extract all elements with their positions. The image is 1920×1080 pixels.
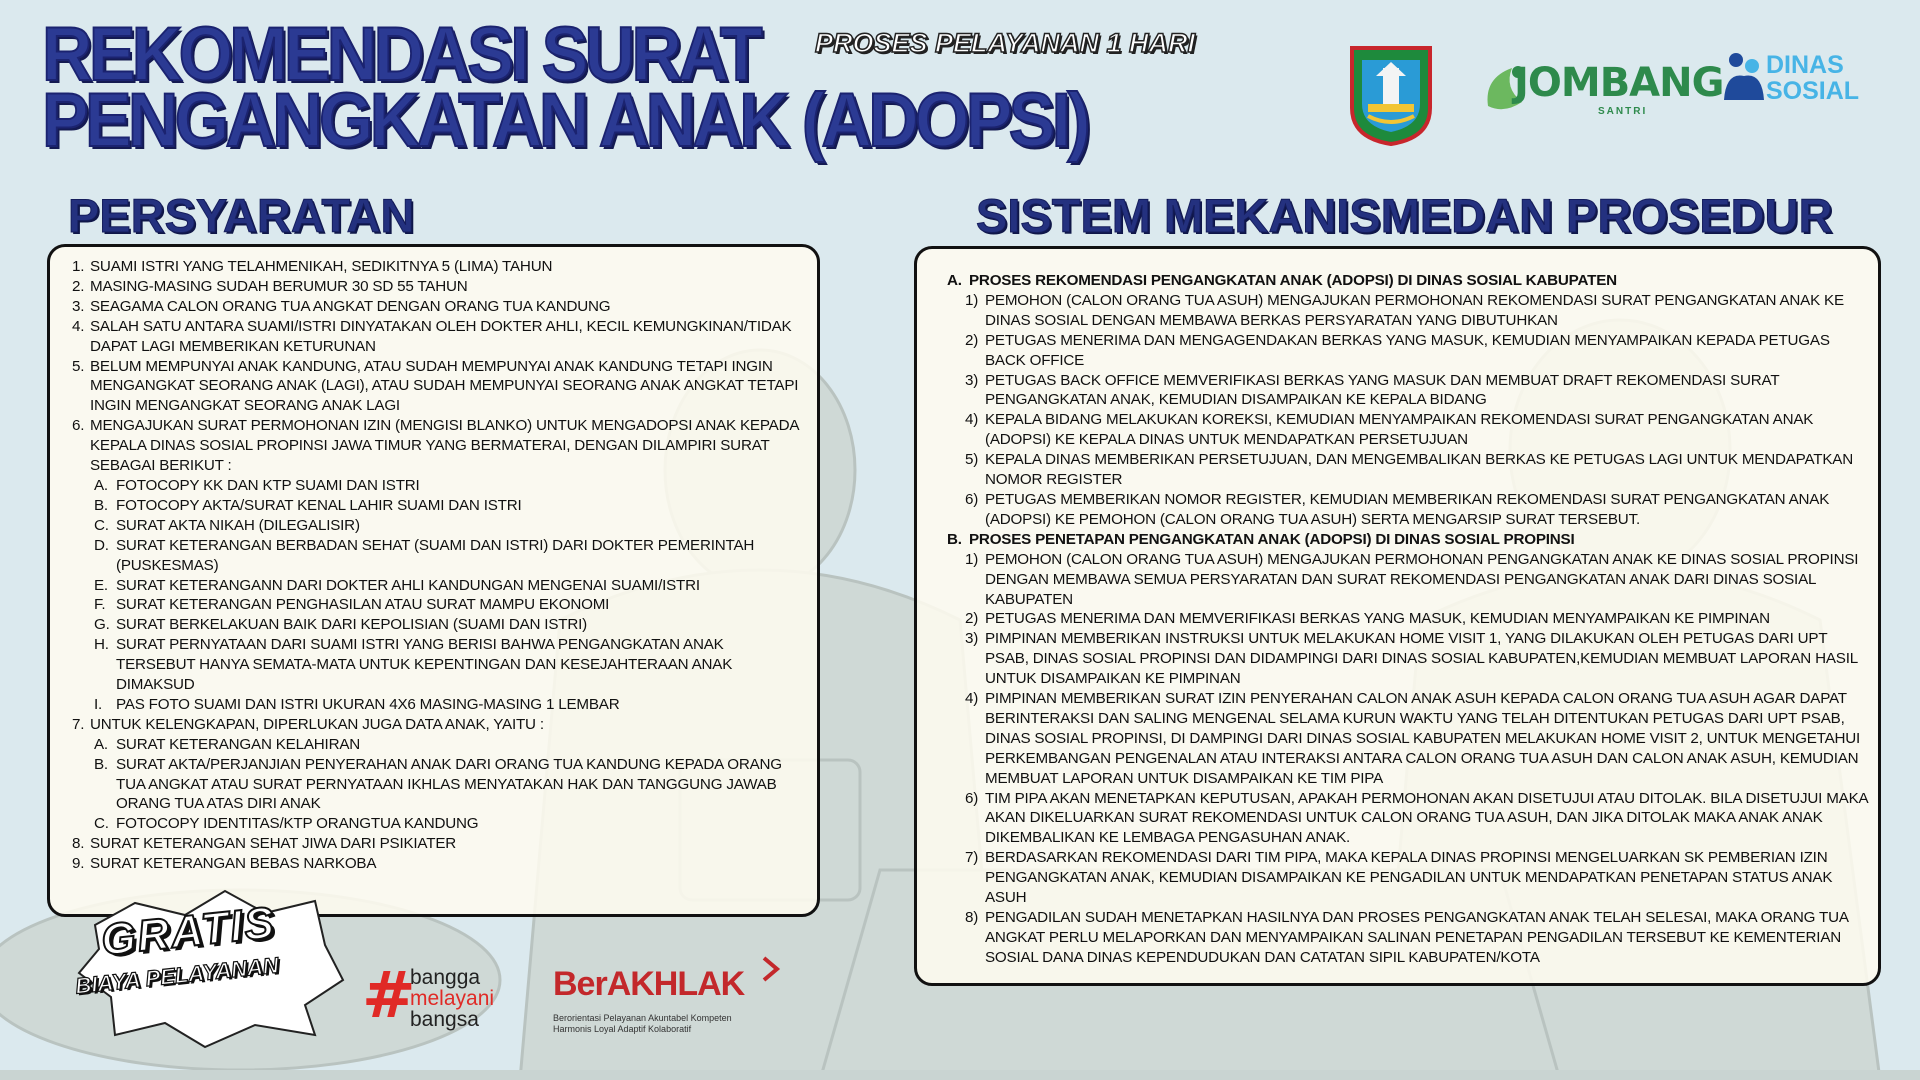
requirement-subitem-number: B. [94, 496, 108, 514]
bangga-line-2: melayani [410, 987, 495, 1010]
free-service-badge [75, 885, 345, 1050]
requirement-item-number: 4. [72, 317, 85, 335]
requirement-item-text: SALAH SATU ANTARA SUAMI/ISTRI DINYATAKAN OLEH DOKTER AHLI, KECIL KEMUNGKINAN/TIDAK DAPAT LAGI MEMBERIKAN KETURUNAN [90, 317, 792, 355]
hashtag-icon: # [362, 959, 416, 1033]
procedure-step-text: PIMPINAN MEMBERIKAN INSTRUKSI UNTUK MELAKUKAN HOME VISIT 1, YANG DILAKUKAN OLEH PETUGAS DARI UPT PSAB, DINAS SOSIAL PROPINSI DAN DIDAMPINGI DARI DINAS SOSIAL KABUPATEN,KEMUDIAN MEMBUAT LAPORAN HASIL UNTUK DISAMPAIKAN KE PIMPINAN [985, 630, 1858, 688]
procedure-step-number: 5) [965, 451, 979, 469]
procedure-step [947, 291, 1868, 331]
berakhlak-tagline [553, 1013, 732, 1035]
procedure-step [947, 490, 1868, 530]
requirement-item-text: SURAT KETERANGAN BEBAS NARKOBA [90, 855, 377, 873]
requirement-item [68, 277, 805, 297]
dinas-sosial-line-1: DINAS [1766, 51, 1844, 79]
procedure-step-number: 7) [965, 849, 979, 867]
procedure-step-number: 8) [965, 909, 979, 926]
title-line-1: REKOMENDASI SURAT [42, 12, 759, 97]
requirement-subitem-number: E. [94, 576, 108, 594]
requirement-subitem-number: H. [94, 636, 109, 654]
procedure-step-text: TIM PIPA AKAN MENETAPKAN KEPUTUSAN, APAKAH PERMOHONAN AKAN DISETUJUI ATAU DITOLAK. BILA DISETUJUI MAKA AKAN DIKELUARKAN SURAT REKOMENDASI UNTUK CALON ORANG TUA ASUH, DAN JIKA DITOLAK MAKA ANAK ANAK DIKEMBALIKAN KE LEMBAGA PENGASUHAN ANAK. [985, 789, 1868, 847]
jombang-logo-text: JOMBANG [1514, 60, 1724, 106]
requirement-subitem-number: F. [94, 596, 106, 614]
berakhlak-tagline-1: Berorientasi Pelayanan Akuntabel Kompeten [553, 1013, 732, 1023]
procedure-step [947, 848, 1868, 908]
procedure-step [947, 908, 1868, 968]
procedure-section-title-text: PROSES PENETAPAN PENGANGKATAN ANAK (ADOPSI) DI DINAS SOSIAL PROPINSI [969, 530, 1575, 548]
requirement-subitem [68, 496, 805, 516]
procedure-section-title [947, 530, 1868, 550]
requirement-subitem-number: C. [94, 815, 109, 833]
procedure-panel [914, 246, 1881, 986]
procedure-section-title-number: B. [947, 530, 962, 548]
title-line-2: PENGANGKATAN ANAK (ADOPSI) [42, 78, 1088, 163]
procedure-step-text: PETUGAS MENERIMA DAN MEMVERIFIKASI BERKAS YANG MASUK, KEMUDIAN MENYAMPAIKAN KE PIMPINAN [985, 610, 1770, 628]
procedure-step-text: PEMOHON (CALON ORANG TUA ASUH) MENGAJUKAN PERMOHONAN REKOMENDASI SURAT PENGANGKATAN ANAK KE DINAS SOSIAL DENGAN MEMBAWA BERKAS PERSYARATAN YANG DIBUTUHKAN [985, 291, 1844, 329]
requirement-subitem [68, 755, 805, 815]
service-duration-badge: PROSES PELAYANAN 1 HARI [815, 28, 1196, 58]
requirement-item [68, 317, 805, 357]
requirement-subitem [68, 735, 805, 755]
procedure-step-text: BERDASARKAN REKOMENDASI DARI TIM PIPA, MAKA KEPALA DINAS PROPINSI MENGELUARKAN SK PEMBERIAN IZIN PENGANGKATAN ANAK, KEMUDIAN DISAMPAIKAN KE PENGADILAN UNTUK MENDAPATKAN PENETAPAN STATUS ANAK ASUH [985, 849, 1833, 907]
procedure-section-title [947, 271, 1868, 291]
procedure-step [947, 450, 1868, 490]
requirement-item-text: UNTUK KELENGKAPAN, DIPERLUKAN JUGA DATA ANAK, YAITU : [90, 715, 544, 733]
procedure-step [947, 371, 1868, 411]
requirement-item-number: 1. [72, 258, 85, 275]
procedure-step-text: KEPALA BIDANG MELAKUKAN KOREKSI, KEMUDIAN MENYAMPAIKAN REKOMENDASI SURAT PENGANGKATAN ANAK (ADOPSI) KE KEPALA DINAS UNTUK MENDAPATKAN PERSETUJUAN [985, 411, 1814, 449]
procedure-step-number: 3) [965, 371, 979, 389]
procedure-step [947, 331, 1868, 371]
requirement-subitem [68, 615, 805, 635]
requirement-item-text: MENGAJUKAN SURAT PERMOHONAN IZIN (MENGISI BLANKO) UNTUK MENGADOPSI ANAK KEPADA KEPALA DINAS SOSIAL PROPINSI JAWA TIMUR YANG BERMATERAI, DENGAN DILAMPIRI SURAT SEBAGAI BERIKUT : [90, 417, 799, 475]
requirement-item-number: 2. [72, 277, 85, 295]
requirement-subitem-text: SURAT AKTA/PERJANJIAN PENYERAHAN ANAK DARI ORANG TUA KANDUNG KEPADA ORANG TUA ANGKAT ATAU SURAT PERNYATAAN IKHLAS MENYATAKAN HAK DAN TANGGUNG JAWAB ORANG TUA ATAS DIRI ANAK [116, 755, 782, 813]
requirement-subitem-number: I. [94, 695, 103, 713]
requirement-subitem-text: SURAT AKTA NIKAH (DILEGALISIR) [116, 516, 360, 534]
people-group-icon [1722, 50, 1766, 106]
procedure-step-text: PETUGAS MEMBERIKAN NOMOR REGISTER, KEMUDIAN MEMBERIKAN REKOMENDASI SURAT PENGANGKATAN ANAK (ADOPSI) KE PEMOHON (CALON ORANG TUA ASUH) SERTA MENGARSIP SURAT TERSEBUT. [985, 490, 1830, 528]
requirement-subitem-text: PAS FOTO SUAMI DAN ISTRI UKURAN 4X6 MASING-MASING 1 LEMBAR [116, 695, 620, 713]
requirement-item-text: BELUM MEMPUNYAI ANAK KANDUNG, ATAU SUDAH MEMPUNYAI ANAK KANDUNG TETAPI INGIN MENGANGKAT SEORANG ANAK (LAGI), ATAU SUDAH MEMPUNYAI SEORANG ANAK ANGKAT TETAPI INGIN MENGANGKAT SEORANG ANAK LAGI [90, 357, 799, 415]
requirement-item-text: SEAGAMA CALON ORANG TUA ANGKAT DENGAN ORANG TUA KANDUNG [90, 297, 611, 315]
procedure-heading: SISTEM MEKANISMEDAN PROSEDUR [976, 189, 1833, 242]
procedure-step-number: 2) [965, 331, 979, 349]
bangga-text [410, 967, 494, 1030]
requirement-item-text: MASING-MASING SUDAH BERUMUR 30 SD 55 TAHUN [90, 277, 468, 295]
procedure-step-number: 2) [965, 610, 979, 628]
procedure-step-text: PEMOHON (CALON ORANG TUA ASUH) MENGAJUKAN PERMOHONAN PENGANGKATAN ANAK KE DINAS SOSIAL PROPINSI DENGAN MEMBAWA SEMUA PERSYARATAN DAN SURAT REKOMENDASI PENGANGKATAN ANAK DARI DINAS SOSIAL KABUPATEN [985, 550, 1859, 608]
procedure-section-title-text: PROSES REKOMENDASI PENGANGKATAN ANAK (ADOPSI) DI DINAS SOSIAL KABUPATEN [969, 272, 1617, 289]
requirement-item [68, 416, 805, 476]
procedure-step-number: 4) [965, 411, 979, 429]
requirements-heading: PERSYARATAN [68, 189, 415, 242]
requirement-subitem-text: SURAT PERNYATAAN DARI SUAMI ISTRI YANG BERISI BAHWA PENGANGKATAN ANAK TERSEBUT HANYA SEMATA-MATA UNTUK KEPENTINGAN DAN KESEJAHTERAAN ANAK DIMAKSUD [116, 636, 733, 694]
procedure-step-number: 1) [965, 550, 979, 568]
bangga-melayani-bangsa-logo [362, 959, 522, 1033]
requirement-item [68, 297, 805, 317]
procedure-step-number: 1) [965, 291, 979, 309]
procedure-step-number: 4) [965, 690, 979, 708]
requirement-subitem [68, 516, 805, 536]
requirement-item [68, 357, 805, 417]
jombang-logo-subtext: SANTRI [1598, 106, 1648, 117]
requirement-subitem-number: D. [94, 536, 109, 554]
requirement-subitem [68, 576, 805, 596]
procedure-step-number: 6) [965, 789, 979, 807]
procedure-step [947, 410, 1868, 450]
procedure-step [947, 789, 1868, 849]
requirements-panel [47, 244, 820, 917]
requirement-subitem [68, 536, 805, 576]
requirement-subitem [68, 476, 805, 496]
requirement-subitem-number: G. [94, 616, 110, 634]
requirement-item-number: 8. [72, 835, 85, 853]
requirement-item [68, 854, 805, 874]
berakhlak-logo [553, 955, 783, 1035]
requirement-subitem [68, 814, 805, 834]
gratis-text: GRATIS [98, 897, 278, 966]
procedure-step-number: 6) [965, 490, 979, 508]
procedure-step [947, 629, 1868, 689]
requirement-subitem-text: SURAT KETERANGAN PENGHASILAN ATAU SURAT MAMPU EKONOMI [116, 596, 610, 614]
requirement-item [68, 257, 805, 277]
kabupaten-jombang-crest-icon [1350, 46, 1432, 146]
requirement-subitem-number: A. [94, 735, 108, 753]
requirement-subitem-text: SURAT BERKELAKUAN BAIK DARI KEPOLISIAN (SUAMI DAN ISTRI) [116, 616, 587, 634]
procedure-step-number: 3) [965, 630, 979, 648]
procedure-step [947, 550, 1868, 610]
bangga-line-3: bangsa [410, 1008, 479, 1031]
procedure-list [947, 271, 1868, 968]
procedure-step-text: PETUGAS MENERIMA DAN MENGAGENDAKAN BERKAS YANG MASUK, KEMUDIAN MENYAMPAIKAN KEPADA PETUGAS BACK OFFICE [985, 331, 1830, 369]
requirement-item-text: SUAMI ISTRI YANG TELAHMENIKAH, SEDIKITNYA 5 (LIMA) TAHUN [90, 258, 553, 275]
berakhlak-text: BerAKHLAK [553, 965, 745, 1003]
requirement-item [68, 834, 805, 854]
requirement-item [68, 715, 805, 735]
requirement-subitem-number: A. [94, 476, 108, 494]
requirement-item-number: 3. [72, 297, 85, 315]
requirement-subitem [68, 635, 805, 695]
requirement-subitem [68, 595, 805, 615]
requirement-item-number: 6. [72, 417, 85, 435]
dinas-sosial-logo [1722, 50, 1872, 110]
dinas-sosial-line-2: SOSIAL [1766, 77, 1860, 105]
requirement-subitem [68, 695, 805, 715]
berakhlak-tagline-2: Harmonis Loyal Adaptif Kolaboratif [553, 1024, 692, 1034]
chevron-right-icon [761, 955, 781, 983]
requirement-item-number: 5. [72, 357, 85, 375]
gratis-subtext: BIAYA PELAYANAN [74, 952, 280, 999]
requirement-subitem-text: SURAT KETERANGAN KELAHIRAN [116, 735, 361, 753]
procedure-step-text: PIMPINAN MEMBERIKAN SURAT IZIN PENYERAHAN CALON ANAK ASUH KEPADA CALON ORANG TUA ASUH AGAR DAPAT BERINTERAKSI DAN SALING MENGENAL SELAMA KURUN WAKTU YANG TELAH DITENTUKAN PETUGAS DARI UPT PSAB, DINAS SOSIAL PROPINSI, DI DAMPINGI DARI DINAS SOSIAL KABUPATEN MELAKUKAN HOME VISIT 2, UNTUK MENGETAHUI PERKEMBANGAN PENGENALAN ATAU INTERAKSI ANTARA CALON ORANG TUA ASUH DAN CALON ANAK ASUH, KEMUDIAN MEMBUAT LAPORAN UNTUK DISAMPAIKAN KE TIM PIPA [985, 690, 1861, 787]
requirement-subitem-text: SURAT KETERANGANN DARI DOKTER AHLI KANDUNGAN MENGENAI SUAMI/ISTRI [116, 576, 700, 594]
requirement-item-number: 7. [72, 715, 85, 733]
procedure-step-text: PENGADILAN SUDAH MENETAPKAN HASILNYA DAN PROSES PENGANGKATAN ANAK TELAH SELESAI, MAKA ORANG TUA ANGKAT PERLU MELAPORKAN DAN MENYAMPAIKAN SALINAN PENETAPAN PENGADILAN TERSEBUT KE KEMENTERIAN SOSIAL DANA DINAS KEPENDUDUKAN DAN CATATAN SIPIL KABUPATEN/KOTA [985, 909, 1848, 966]
requirement-subitem-text: FOTOCOPY KK DAN KTP SUAMI DAN ISTRI [116, 476, 420, 494]
jombang-santri-logo [1478, 50, 1724, 122]
bangga-line-1: bangga [410, 966, 481, 989]
requirement-subitem-number: C. [94, 516, 109, 534]
requirement-item-number: 9. [72, 855, 85, 873]
procedure-section-title-number: A. [947, 272, 962, 289]
requirement-subitem-text: FOTOCOPY AKTA/SURAT KENAL LAHIR SUAMI DAN ISTRI [116, 496, 522, 514]
requirement-subitem-number: B. [94, 755, 108, 773]
requirement-subitem-text: FOTOCOPY IDENTITAS/KTP ORANGTUA KANDUNG [116, 815, 479, 833]
requirements-list [68, 257, 805, 874]
requirement-subitem-text: SURAT KETERANGAN BERBADAN SEHAT (SUAMI DAN ISTRI) DARI DOKTER PEMERINTAH (PUSKESMAS) [116, 536, 755, 574]
requirement-item-text: SURAT KETERANGAN SEHAT JIWA DARI PSIKIATER [90, 835, 457, 853]
procedure-step [947, 609, 1868, 629]
dinas-sosial-logo-text [1766, 52, 1859, 104]
procedure-step-text: PETUGAS BACK OFFICE MEMVERIFIKASI BERKAS YANG MASUK DAN MEMBUAT DRAFT REKOMENDASI SURAT PENGANGKATAN ANAK, KEMUDIAN DISAMPAIKAN KE KEPALA BIDANG [985, 371, 1780, 409]
procedure-step-text: KEPALA DINAS MEMBERIKAN PERSETUJUAN, DAN MENGEMBALIKAN BERKAS KE PETUGAS LAGI UNTUK MENDAPATKAN NOMOR REGISTER [985, 451, 1853, 489]
procedure-step [947, 689, 1868, 789]
